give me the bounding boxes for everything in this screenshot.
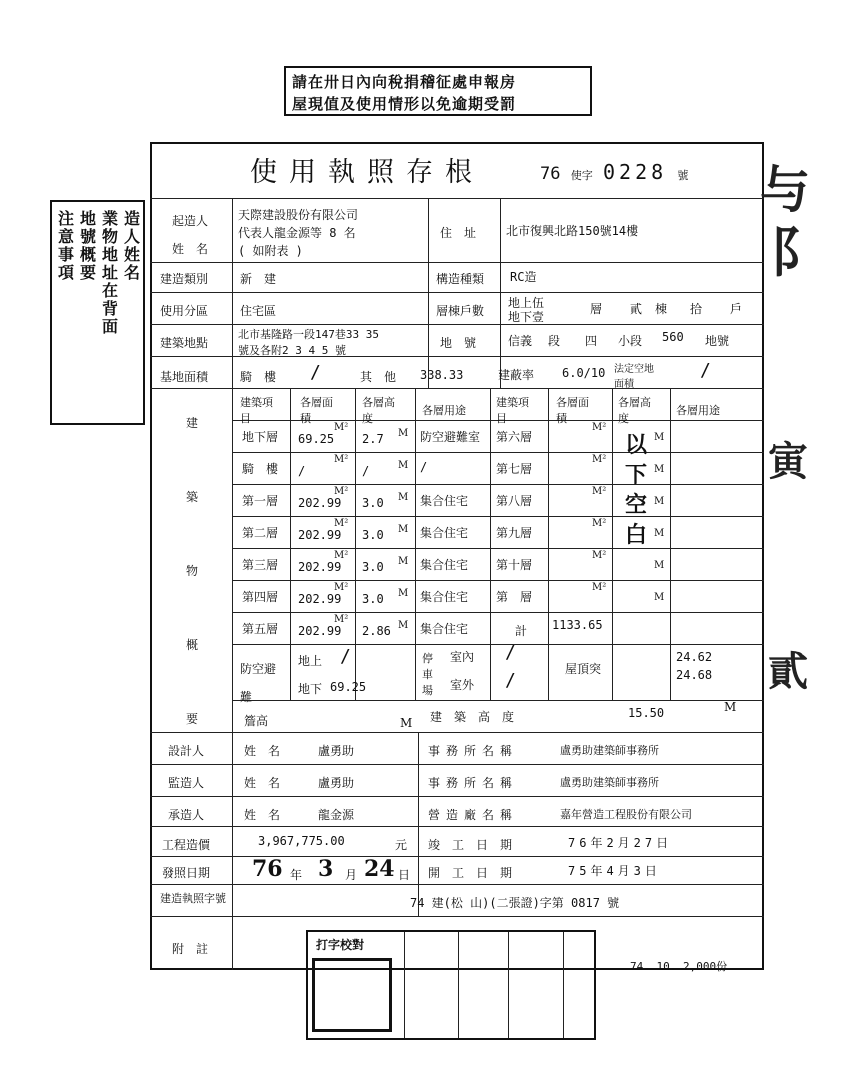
- rule: [508, 932, 509, 1038]
- unit-m2: M²: [592, 550, 607, 561]
- building-unit: 棟: [655, 302, 668, 316]
- building-count: 貳: [630, 302, 643, 316]
- cert-word: 使字: [570, 169, 593, 182]
- coverage: 6.0/10: [562, 366, 606, 380]
- proofread-title: 打字校對: [316, 938, 365, 952]
- label-remark: 附 註: [172, 942, 209, 956]
- rule: [232, 452, 764, 453]
- label-arcade: 騎 樓: [240, 370, 277, 384]
- total-label: 計: [515, 624, 528, 638]
- unit-m: M: [398, 460, 409, 471]
- floor-name-right: 第九層: [496, 526, 533, 540]
- floor-name: 騎 樓: [242, 462, 279, 476]
- person-name-label: 姓 名: [244, 808, 281, 822]
- person-name: 盧勇助: [318, 776, 355, 790]
- certificate-number: [540, 160, 688, 184]
- floor-use: 防空避難室: [420, 430, 481, 444]
- cert-suffix: 號: [677, 169, 689, 182]
- form-title: 使用執照存根: [250, 157, 484, 188]
- cost-unit: 元: [395, 838, 408, 852]
- unit-m2: M²: [592, 582, 607, 593]
- floor-unit: 層: [590, 302, 603, 316]
- label-issue: 發照日期: [162, 866, 211, 880]
- floor-area: 202.99: [298, 528, 342, 542]
- header-item: 建築項目: [240, 396, 273, 425]
- rule: [232, 516, 764, 517]
- side-note-col-4: 造人姓名: [123, 209, 140, 282]
- unit-m2: M²: [334, 614, 349, 625]
- rule: [150, 732, 764, 733]
- label-roof: 屋頂突: [565, 662, 602, 676]
- site-subsec-label: 小段: [618, 334, 643, 348]
- person-role: 監造人: [168, 776, 205, 790]
- rule: [563, 932, 564, 1038]
- header-height-right: 各層高度: [618, 396, 651, 425]
- rule: [458, 932, 459, 1038]
- notice-line-1: 請在卅日內向稅捐稽征處申報房: [292, 73, 517, 91]
- issue-day: 24: [364, 856, 395, 882]
- header-use-right: 各層用途: [676, 404, 720, 417]
- owner-address: 北市復興北路150號14樓: [506, 224, 639, 238]
- rule: [500, 198, 501, 388]
- unit-m: M: [398, 620, 409, 631]
- rule: [428, 198, 429, 388]
- rule: [612, 388, 613, 700]
- person-name: 盧勇助: [318, 744, 355, 758]
- label-other: 其 他: [360, 370, 397, 384]
- floor-use: 集合住宅: [420, 526, 469, 540]
- floor-height: 3.0: [362, 592, 384, 606]
- rule: [290, 388, 291, 700]
- site-subsection: 四: [585, 334, 598, 348]
- rule: [150, 262, 764, 263]
- floor-use: 集合住宅: [420, 558, 469, 572]
- structure-type: RC造: [510, 270, 537, 284]
- floor-name-right: 第十層: [496, 558, 533, 572]
- overlay-char: 阝: [770, 220, 824, 284]
- label-eaves: 簷高: [244, 714, 269, 728]
- rule: [150, 388, 764, 389]
- rule: [150, 764, 764, 765]
- site-section-label: 段: [548, 334, 561, 348]
- unit-m: M: [654, 560, 665, 571]
- office-name: 嘉年營造工程股份有限公司: [560, 808, 692, 821]
- rule: [670, 388, 671, 700]
- floor-name-right: 第六層: [496, 430, 533, 444]
- person-name-label: 姓 名: [244, 776, 281, 790]
- floor-name: 地下層: [242, 430, 279, 444]
- unit-count: 拾: [690, 302, 703, 316]
- lot-suffix: 地號: [705, 334, 730, 348]
- unit-m: M: [654, 464, 665, 475]
- unit-m2: M²: [592, 454, 607, 465]
- rule: [150, 292, 764, 293]
- floor-area: 202.99: [298, 560, 342, 574]
- unit-m: M: [654, 432, 665, 443]
- label-shelter-below: 地下: [298, 682, 323, 696]
- build-type: 新 建: [240, 272, 277, 286]
- rule: [232, 700, 764, 701]
- floor-area: 202.99: [298, 624, 342, 638]
- issue-month-unit: 月: [345, 868, 358, 882]
- label-finish: 竣 工 日 期: [428, 838, 513, 852]
- rule: [232, 612, 764, 613]
- unit-m: M: [398, 556, 409, 567]
- vertical-label-5: 要: [186, 712, 199, 726]
- eaves-unit: M: [400, 716, 413, 730]
- site-district: 信義: [508, 334, 533, 348]
- label-structure: 構造種類: [436, 272, 485, 286]
- vertical-label-1: 建: [186, 416, 199, 430]
- unit-m2: M²: [592, 486, 607, 497]
- owner-line-1: 天際建設股份有限公司: [238, 208, 359, 222]
- floor-name-right: 第七層: [496, 462, 533, 476]
- rule: [548, 388, 549, 700]
- rule: [415, 388, 416, 700]
- roof-1: 24.62: [676, 650, 713, 664]
- rule: [150, 826, 764, 827]
- zone: 住宅區: [240, 304, 277, 318]
- floor-height: 3.0: [362, 560, 384, 574]
- rule: [232, 548, 764, 549]
- floor-height: 2.7: [362, 432, 384, 446]
- person-name: 龍金源: [318, 808, 355, 822]
- header-area: 各層面積: [300, 396, 333, 425]
- cert-no: 0228: [602, 160, 668, 184]
- outdoor: /: [505, 670, 516, 691]
- unit-m2: M²: [334, 422, 349, 433]
- label-coverage: 建蔽率: [498, 368, 535, 382]
- rule: [490, 388, 491, 700]
- rule: [404, 932, 405, 1038]
- shelter-above: /: [340, 646, 351, 667]
- rule: [232, 644, 764, 645]
- roof-2: 24.68: [676, 668, 713, 682]
- floor-height: /: [362, 464, 370, 478]
- label-build-type: 建造類別: [160, 272, 209, 286]
- floor-name: 第一層: [242, 494, 279, 508]
- label-permit: 建造執照字號: [160, 892, 226, 905]
- finish-date: 76年2月27日: [568, 836, 673, 850]
- other-area: 338.33: [420, 368, 464, 382]
- office-label: 營造廠名稱: [428, 808, 519, 822]
- rule: [150, 198, 764, 199]
- floor-area: 202.99: [298, 496, 342, 510]
- label-site-area: 基地面積: [160, 370, 209, 384]
- office-label: 事務所名稱: [428, 744, 519, 758]
- person-name-label: 姓 名: [244, 744, 281, 758]
- unit-m: M: [398, 588, 409, 599]
- rule: [150, 324, 764, 325]
- legal-open-space: /: [700, 360, 711, 381]
- label-name: 姓 名: [172, 242, 209, 256]
- label-shelter-above: 地上: [298, 654, 323, 668]
- unit-m: M: [654, 528, 665, 539]
- label-lot: 地 號: [440, 336, 477, 350]
- office-label: 事務所名稱: [428, 776, 519, 790]
- start-date: 75年4月3日: [568, 864, 661, 878]
- floor-name: 第四層: [242, 590, 279, 604]
- issue-year-unit: 年: [290, 868, 303, 882]
- floor-height: 2.86: [362, 624, 391, 638]
- unit-m2: M²: [592, 422, 607, 433]
- rule: [232, 484, 764, 485]
- label-indoor: 室內: [450, 650, 475, 664]
- rule: [150, 796, 764, 797]
- label-building-height: 建築高度: [430, 710, 527, 724]
- unit-m2: M²: [334, 550, 349, 561]
- floor-name: 第二層: [242, 526, 279, 540]
- label-cost: 工程造價: [162, 838, 211, 852]
- unit-m2: M²: [592, 518, 607, 529]
- shelter-below: 69.25: [330, 680, 367, 694]
- overlay-char: 寅: [768, 438, 808, 485]
- header-item-right: 建築項目: [496, 396, 529, 425]
- height-unit: M: [724, 700, 737, 714]
- rule: [418, 732, 419, 916]
- label-applicant: 起造人: [172, 214, 209, 228]
- indoor: /: [505, 642, 516, 663]
- blank-note: 以下空白: [625, 432, 648, 548]
- unit-m2: M²: [334, 486, 349, 497]
- overlay-char: 与: [760, 160, 810, 219]
- unit-m: M: [398, 492, 409, 503]
- floor-area: 69.25: [298, 432, 335, 446]
- floor-height: 3.0: [362, 496, 384, 510]
- unit-m: M: [398, 524, 409, 535]
- label-outdoor: 室外: [450, 678, 475, 692]
- floors-below: 地下壹: [508, 310, 545, 324]
- building-height: 15.50: [628, 706, 665, 720]
- overlay-char: 貳: [768, 648, 808, 695]
- floor-area: 202.99: [298, 592, 342, 606]
- vertical-label-4: 概: [186, 638, 199, 652]
- unit-m: M: [654, 496, 665, 507]
- owner-line-3: ( 如附表 ): [238, 244, 303, 258]
- cost: 3,967,775.00: [258, 834, 345, 848]
- footer-code: 74. 10. 2,000份: [630, 960, 728, 973]
- vertical-label-3: 物: [186, 564, 199, 578]
- unit-m: M: [654, 592, 665, 603]
- header-area-right: 各層面積: [556, 396, 589, 425]
- floor-area: /: [298, 464, 306, 478]
- label-address: 住 址: [440, 226, 477, 240]
- label-shelter: 防空避難: [240, 662, 277, 704]
- rule: [232, 198, 233, 970]
- floor-use: 集合住宅: [420, 494, 469, 508]
- rule: [355, 388, 356, 700]
- rule: [232, 580, 764, 581]
- floor-name-right: 第 層: [496, 590, 533, 604]
- arcade-area: /: [310, 362, 321, 383]
- floor-use: /: [420, 460, 428, 474]
- issue-month: 3: [318, 856, 334, 882]
- total-area: 1133.65: [552, 618, 603, 632]
- cert-year: 76: [540, 164, 561, 184]
- vertical-label-2: 築: [186, 490, 199, 504]
- side-note-box: [50, 200, 145, 425]
- label-parking: 停車場: [422, 652, 433, 697]
- unit-m2: M²: [334, 454, 349, 465]
- person-role: 承造人: [168, 808, 205, 822]
- floors-above: 地上伍: [508, 296, 545, 310]
- header-use: 各層用途: [422, 404, 466, 417]
- label-site: 建築地點: [160, 336, 209, 350]
- tax-notice-stamp: [284, 66, 592, 116]
- side-note-col-2: 地號概要: [79, 209, 96, 282]
- rule: [150, 916, 764, 917]
- floor-name-right: 第八層: [496, 494, 533, 508]
- unit-m2: M²: [334, 518, 349, 529]
- floor-height: 3.0: [362, 528, 384, 542]
- floor-use: 集合住宅: [420, 622, 469, 636]
- unit-m: M: [398, 428, 409, 439]
- site-lot-number: 560: [662, 330, 684, 344]
- notice-line-2: 屋現值及使用情形以免逾期受罰: [292, 95, 517, 113]
- floor-use: 集合住宅: [420, 590, 469, 604]
- rule: [150, 884, 764, 885]
- issue-year: 76: [252, 856, 283, 882]
- site-address-1: 北市基隆路一段147巷33 35: [238, 328, 379, 341]
- rule: [150, 856, 764, 857]
- office-name: 盧勇助建築師事務所: [560, 744, 659, 757]
- unit-m2: M²: [334, 582, 349, 593]
- issue-day-unit: 日: [398, 868, 411, 882]
- floor-name: 第三層: [242, 558, 279, 572]
- label-floors: 層棟戶數: [436, 304, 485, 318]
- owner-line-2: 代表人龍金源等 8 名: [238, 226, 356, 240]
- person-role: 設計人: [168, 744, 205, 758]
- unit-unit: 戶: [730, 302, 743, 316]
- seal-stamp: [312, 958, 392, 1032]
- permit-number: 74 建(松 山)(二張證)字第 0817 號: [410, 896, 620, 910]
- label-start: 開 工 日 期: [428, 866, 513, 880]
- side-note-col-3: 業物地址在背面: [101, 209, 118, 336]
- floor-name: 第五層: [242, 622, 279, 636]
- site-address-2: 號及各附2 3 4 5 號: [238, 344, 346, 357]
- header-height: 各層高度: [362, 396, 395, 425]
- office-name: 盧勇助建築師事務所: [560, 776, 659, 789]
- label-legal-open-space: 法定空地面積: [614, 364, 654, 390]
- side-note-col-1: 注意事項: [57, 209, 74, 282]
- label-zone: 使用分區: [160, 304, 209, 318]
